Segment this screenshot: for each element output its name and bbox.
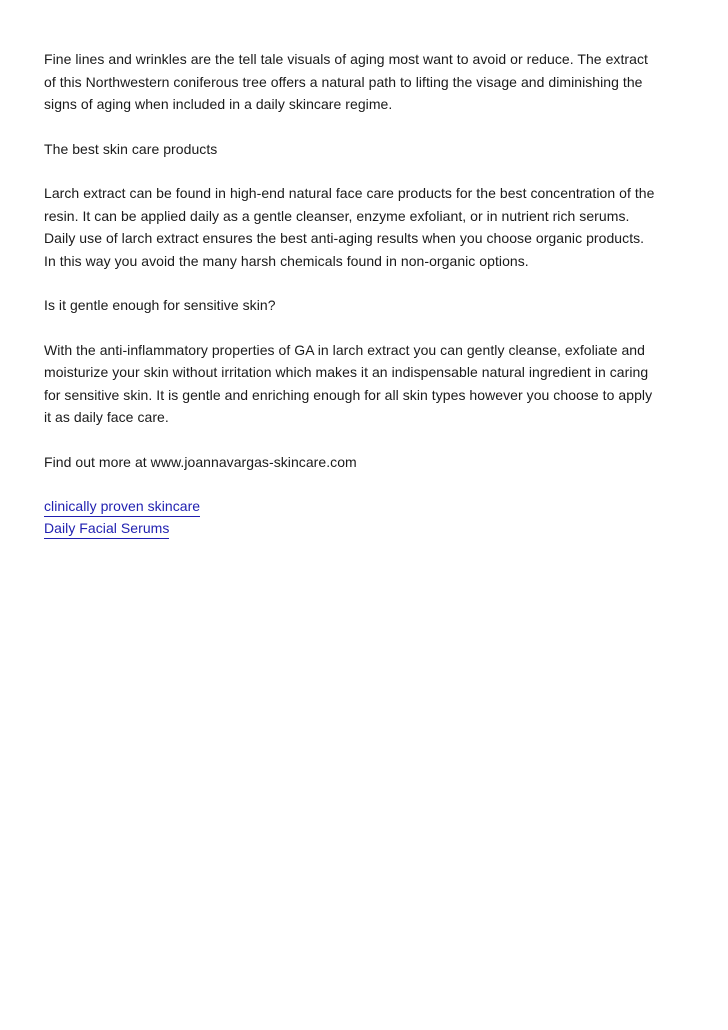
text-line: signs of aging when included in a daily skincare regime. bbox=[44, 96, 393, 112]
text-line: moisturize your skin without irritation which makes it an indispensable natural ingredient in caring bbox=[44, 364, 649, 380]
subheading-sensitive-skin bbox=[44, 294, 694, 317]
paragraph-intro bbox=[44, 48, 694, 116]
text-line: With the anti-inflammatory properties of GA in larch extract you can gently cleanse, exfoliate and bbox=[44, 341, 645, 358]
text-line: Daily use of larch extract ensures the best anti-aging results when you choose organic products. bbox=[44, 230, 645, 246]
text-line: Fine lines and wrinkles are the tell tale visuals of aging most want to avoid or reduce. The extract bbox=[44, 51, 648, 67]
link-clinically-proven-skincare[interactable]: clinically proven skincare bbox=[44, 497, 200, 517]
text-line: of this Northwestern coniferous tree offers a natural path to lifting the visage and diminishing the bbox=[44, 73, 643, 90]
text-line: resin. It can be applied daily as a gentle cleanser, enzyme exfoliant, or in nutrient rich serums. bbox=[44, 207, 630, 224]
document-body bbox=[44, 48, 694, 539]
paragraph-larch-extract bbox=[44, 182, 694, 272]
text-line: Larch extract can be found in high-end natural face care products for the best concentration of the bbox=[44, 185, 655, 201]
link-row bbox=[44, 517, 694, 539]
text-line: for sensitive skin. It is gentle and enriching enough for all skin types however you choose to apply bbox=[44, 386, 653, 403]
link-row bbox=[44, 495, 694, 517]
paragraph-anti-inflammatory bbox=[44, 339, 694, 429]
subheading-best-products bbox=[44, 138, 694, 161]
text-line: it as daily face care. bbox=[44, 409, 169, 425]
text-line: The best skin care products bbox=[44, 140, 218, 157]
link-list bbox=[44, 495, 694, 539]
text-line: Find out more at www.joannavargas-skincare.com bbox=[44, 453, 357, 470]
link-daily-facial-serums[interactable]: Daily Facial Serums bbox=[44, 519, 169, 539]
paragraph-find-out-more bbox=[44, 451, 694, 474]
text-line: Is it gentle enough for sensitive skin? bbox=[44, 297, 276, 313]
text-line: In this way you avoid the many harsh chemicals found in non-organic options. bbox=[44, 252, 529, 269]
